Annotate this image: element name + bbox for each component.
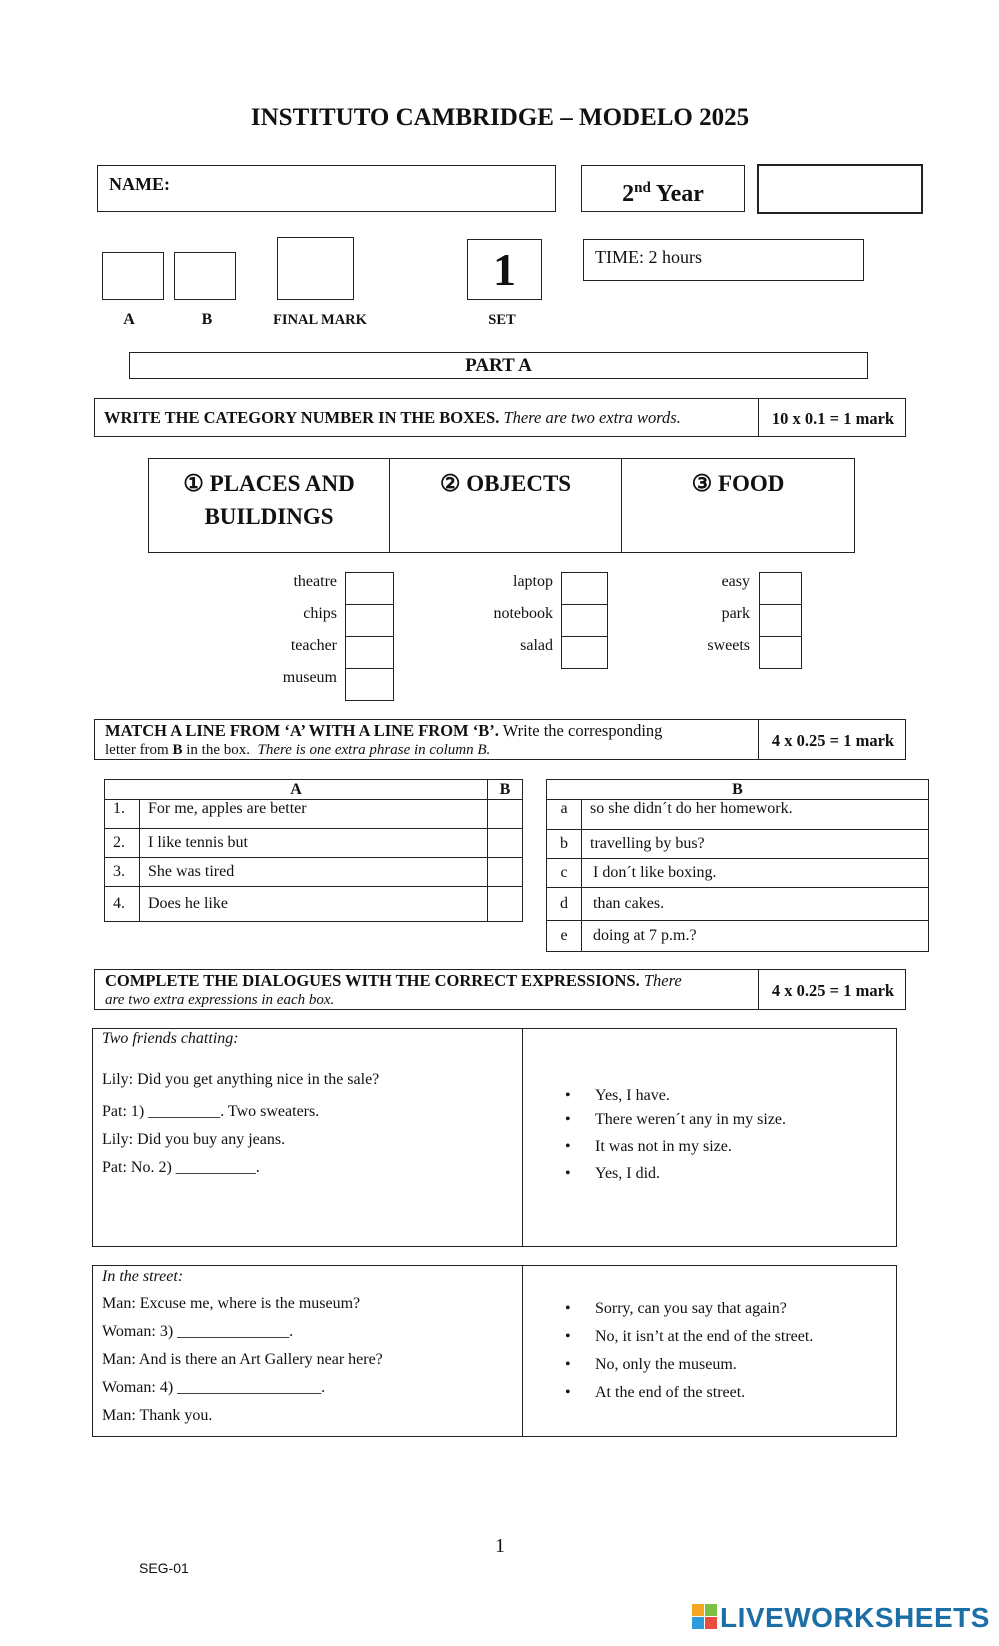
b-line-text: travelling by bus? (582, 830, 929, 859)
set-value: 1 (493, 244, 516, 295)
b-line-text: doing at 7 p.m.? (582, 921, 929, 952)
word-chips: chips (303, 605, 337, 622)
a-line-number: 2. (105, 829, 140, 858)
word-theatre: theatre (293, 573, 337, 590)
exercise3-mark: 4 x 0.25 = 1 mark (771, 981, 895, 1000)
answer-box-notebook[interactable] (561, 604, 608, 637)
answer-box-chips[interactable] (345, 604, 394, 637)
exercise3-instruction-italic1: There (643, 971, 682, 990)
dialogue1-line: Lily: Did you buy any jeans. (102, 1131, 286, 1148)
word-park: park (721, 605, 750, 622)
exercise1-instruction (95, 403, 853, 432)
mark-box-a[interactable] (102, 252, 164, 300)
a-answer-box-1[interactable] (488, 800, 523, 829)
year-text (622, 181, 704, 207)
dialogue1-option: • There weren´t any in my size. (563, 1111, 883, 1129)
final-mark-box[interactable] (277, 237, 354, 300)
answer-box-teacher[interactable] (345, 636, 394, 669)
dialogue1-box (92, 1028, 897, 1247)
year-word: Year (655, 181, 704, 207)
exercise2-instruction (105, 722, 745, 759)
exercise2-instruction-bold: MATCH A LINE FROM ‘A’ WITH A LINE FROM ‘B’. (105, 721, 499, 740)
column-a-answer-header: B (488, 780, 523, 800)
exercise2-instruction-rest1: Write the corresponding (502, 721, 663, 740)
dialogue1-line: Lily: Did you get anything nice in the sale? (102, 1071, 380, 1088)
word-teacher: teacher (290, 637, 337, 654)
time-text: TIME: 2 hours (595, 247, 702, 267)
page-number: 1 (495, 1535, 505, 1557)
exercise3-instruction (105, 972, 755, 1009)
dialogue1-option: • It was not in my size. (563, 1138, 883, 1156)
dialogue1-line[interactable]: Pat: 1) _________. Two sweaters. (102, 1103, 320, 1120)
exercise3-instruction-italic2: are two extra expressions in each box. (105, 992, 335, 1008)
name-box[interactable] (97, 165, 556, 212)
column-a-header: A (105, 780, 488, 800)
dialogue1-option: • Yes, I did. (563, 1165, 883, 1183)
a-line-text: For me, apples are better (140, 800, 488, 829)
dialogue2-line[interactable]: Woman: 3) ______________. (102, 1323, 294, 1340)
dialogue1-options (563, 1087, 883, 1183)
exercise2-instruction-rest2c: in the box. (186, 742, 250, 758)
dialogue2-line[interactable]: Woman: 4) __________________. (102, 1379, 326, 1396)
dialogue1-option: • Yes, I have. (563, 1087, 883, 1105)
a-answer-box-4[interactable] (488, 887, 523, 922)
word-easy: easy (721, 573, 750, 590)
b-line-letter: b (547, 830, 582, 859)
liveworksheets-logo[interactable] (692, 1602, 990, 1634)
dialogue2-text (102, 1266, 512, 1425)
b-line-letter: a (547, 800, 582, 830)
dialogue2-option: • No, only the museum. (563, 1355, 883, 1374)
word-salad: salad (520, 637, 553, 654)
label-set: SET (488, 312, 516, 328)
exercise1-instruction-box (94, 398, 906, 437)
b-line-text: than cakes. (582, 888, 929, 921)
year-number: 2 (622, 181, 635, 207)
word-museum: museum (282, 669, 337, 686)
dialogue1-text (102, 1029, 512, 1177)
word-notebook: notebook (493, 605, 553, 622)
label-a: A (123, 311, 135, 328)
b-line-text: I don´t like boxing. (582, 859, 929, 888)
word-sweets: sweets (707, 637, 750, 654)
dialogue1-line[interactable]: Pat: No. 2) __________. (102, 1159, 260, 1176)
column-b-header: B (547, 780, 929, 800)
b-line-letter: c (547, 859, 582, 888)
b-line-letter: e (547, 921, 582, 952)
exercise3-instruction-bold: COMPLETE THE DIALOGUES WITH THE CORRECT EXPRESSIONS. (105, 971, 640, 990)
exercise2-mark: 4 x 0.25 = 1 mark (771, 731, 895, 750)
a-line-number: 4. (105, 887, 140, 922)
document-code: SEG-01 (139, 1560, 189, 1576)
answer-box-theatre[interactable] (345, 572, 394, 605)
dialogue2-option: • At the end of the street. (563, 1383, 883, 1402)
liveworksheets-logo-icon (692, 1604, 718, 1630)
label-b: B (201, 311, 213, 328)
dialogue2-heading: In the street: (102, 1268, 184, 1285)
set-box (467, 239, 542, 300)
answer-box-laptop[interactable] (561, 572, 608, 605)
category-places-and-buildings: ① PLACES AND BUILDINGS (183, 471, 355, 529)
answer-box-salad[interactable] (561, 636, 608, 669)
dialogue2-option: • No, it isn’t at the end of the street. (563, 1327, 883, 1346)
a-answer-box-2[interactable] (488, 829, 523, 858)
categories-table (148, 458, 855, 553)
dialogue2-line: Man: And is there an Art Gallery near here? (102, 1351, 383, 1368)
exercise2-instruction-rest2a: letter from (105, 742, 169, 758)
category-objects: ② OBJECTS (439, 471, 572, 496)
exercise1-instruction-bold: WRITE THE CATEGORY NUMBER IN THE BOXES. (104, 408, 500, 427)
exercise3-instruction-box (94, 969, 906, 1010)
exercise2-instruction-box (94, 719, 906, 760)
b-line-letter: d (547, 888, 582, 921)
a-line-text: Does he like (140, 887, 488, 922)
dialogue2-line: Man: Thank you. (102, 1407, 213, 1424)
a-answer-box-3[interactable] (488, 858, 523, 887)
mark-box-b[interactable] (174, 252, 236, 300)
answer-box-sweets[interactable] (759, 636, 802, 669)
match-table-b (546, 779, 929, 952)
part-a-title: PART A (129, 352, 868, 379)
name-label: NAME: (109, 174, 170, 194)
year-box (581, 165, 745, 212)
a-line-number: 1. (105, 800, 140, 829)
a-line-text: She was tired (140, 858, 488, 887)
b-line-text: so she didn´t do her homework. (582, 800, 929, 830)
dialogue2-options (563, 1299, 883, 1402)
blank-top-right-box[interactable] (757, 164, 923, 214)
dialogue2-option: • Sorry, can you say that again? (563, 1299, 883, 1318)
dialogue2-line: Man: Excuse me, where is the museum? (102, 1295, 361, 1312)
answer-box-park[interactable] (759, 604, 802, 637)
exercise1-instruction-italic: There are two extra words. (503, 408, 681, 427)
page-title: INSTITUTO CAMBRIDGE – MODELO 2025 (250, 104, 750, 131)
a-line-number: 3. (105, 858, 140, 887)
match-table-a (104, 779, 523, 922)
exercise1-mark: 10 x 0.1 = 1 mark (771, 409, 895, 428)
time-box (583, 239, 864, 281)
label-final-mark: FINAL MARK (273, 312, 367, 328)
answer-box-museum[interactable] (345, 668, 394, 701)
exercise2-instruction-italic: There is one extra phrase in column B. (257, 742, 491, 758)
category-food: ③ FOOD (691, 471, 785, 496)
dialogue1-heading: Two friends chatting: (102, 1030, 239, 1047)
word-laptop: laptop (513, 573, 553, 590)
year-suffix: nd (634, 180, 651, 196)
a-line-text: I like tennis but (140, 829, 488, 858)
dialogue2-box (92, 1265, 897, 1437)
answer-box-easy[interactable] (759, 572, 802, 605)
liveworksheets-logo-text: LIVEWORKSHEETS (720, 1602, 990, 1633)
exercise2-instruction-rest2b: B (172, 742, 183, 758)
